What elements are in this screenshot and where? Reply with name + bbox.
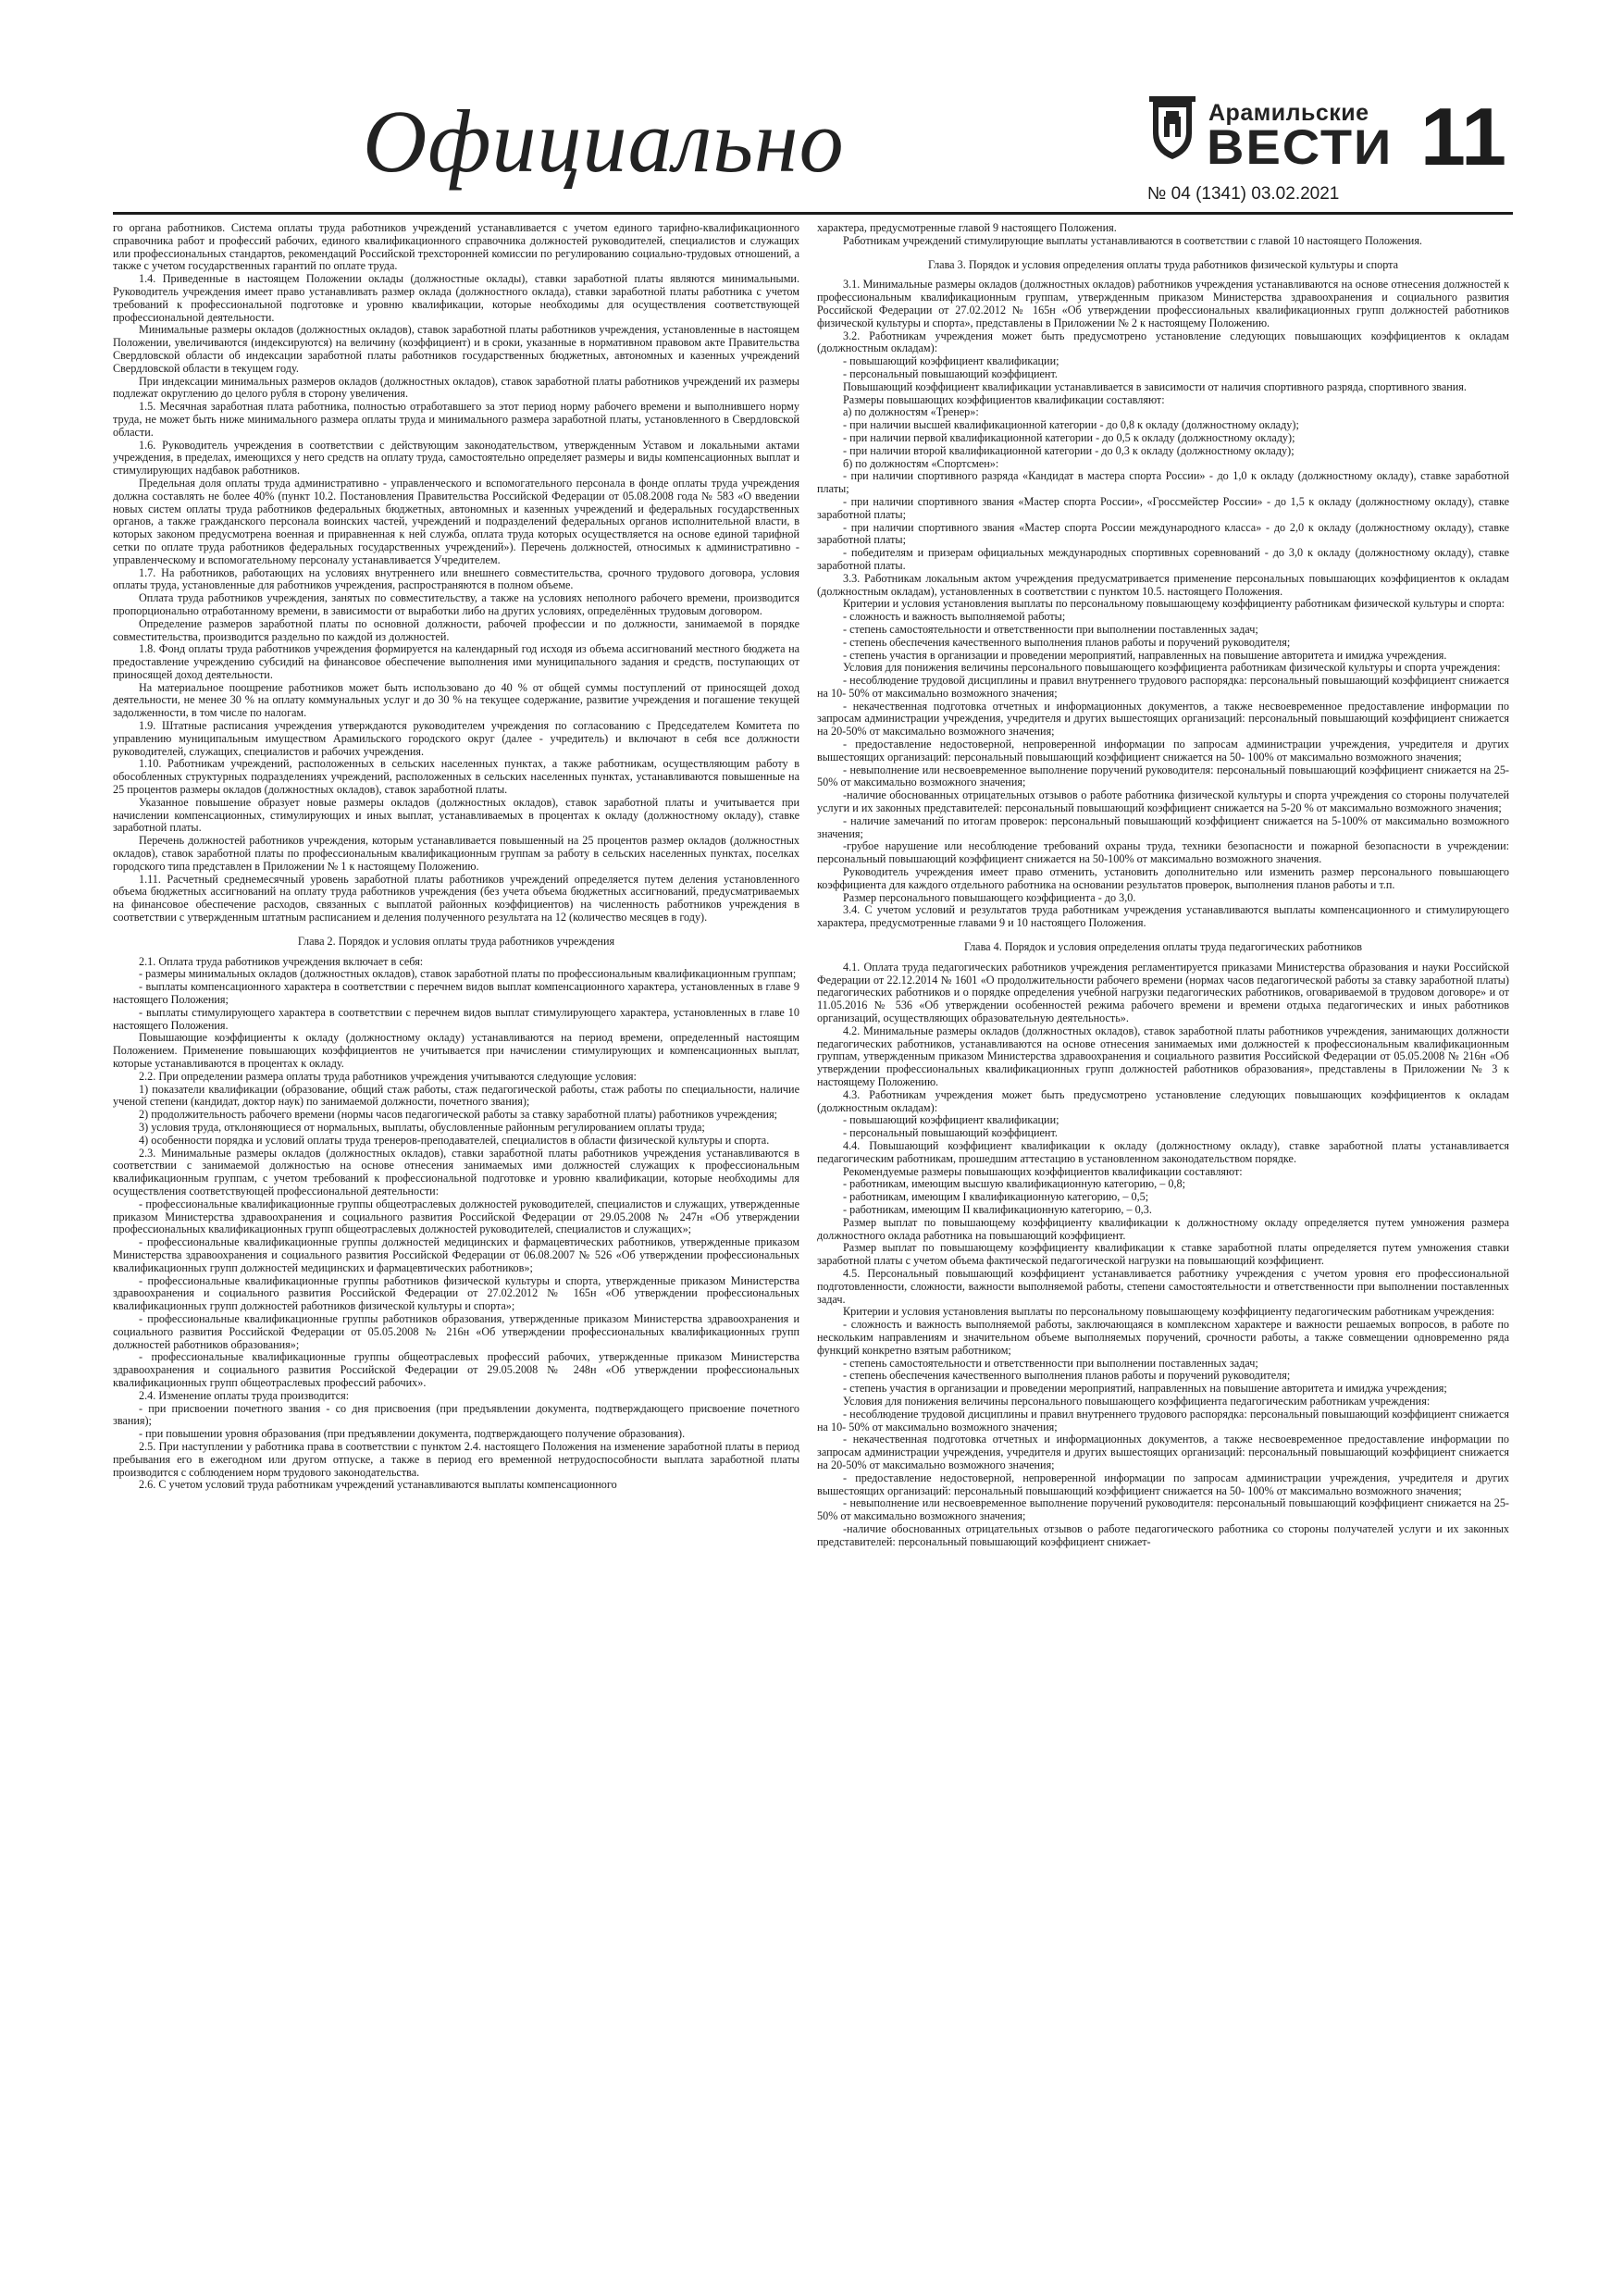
paragraph: -наличие обоснованных отрицательных отзывов о работе работника физической культуры и спорта учреждения со стороны получателей услуги и их законных представителей: персональный повышающий коэффициент снижается на 5-20 % от максимально возможного значения; [817, 788, 1509, 815]
paragraph: - невыполнение или несвоевременное выполнение поручений руководителя: персональный повышающий коэффициент снижается на 25-50% от максимально возможного значения; [817, 763, 1509, 789]
paragraph: - сложность и важность выполняемой работы; [843, 610, 1066, 624]
paragraph: - профессиональные квалификационные группы общеотраслевых должностей руководителей, специалистов и служащих, утвержденные приказом Министерства здравоохранения и социального развития Российской Федерации от 29.05.2008 № 247н «Об утверждении профессиональных квалификационных групп общеотраслевых должностей руководителей, специалистов и служащих»; [113, 1197, 799, 1236]
paragraph: б) по должностям «Спортсмен»: [843, 456, 999, 470]
paragraph: - при наличии второй квалификационной категории - до 0,3 к окладу (должностному окладу); [843, 443, 1295, 457]
paragraph: Размер персонального повышающего коэффициента - до 3,0. [843, 890, 1136, 904]
newspaper-logo [1146, 83, 1394, 185]
paragraph: го органа работников. Система оплаты труда работников учреждений устанавливается с учетом единого тарифно-квалификационного справочника работ и профессий рабочих, единого квалификационного справочника должностей руководителей, специалистов и служащих или профессиональных стандартов, рекомендаций Российской трехсторонней комиссии по регулированию социально-трудовых отношений, а также с учетом государственных гарантий по оплате труда. [113, 222, 799, 273]
paragraph: - при наличии высшей квалификационной категории - до 0,8 к окладу (должностному окладу); [843, 418, 1299, 432]
paragraph: -грубое нарушение или несоблюдение требований охраны труда, техники безопасности и пожарной безопасности в учреждении: персональный повышающий коэффициент снижается на 50-100% от максимально возможного значения. [817, 839, 1509, 866]
paragraph: 4.5. Персональный повышающий коэффициент устанавливается работнику учреждения с учетом уровня его профессиональной подготовленности, сложности, важности выполняемой работы, степени самостоятельности и ответственности при выполнении поставленных задач. [817, 1266, 1509, 1306]
paragraph: - степень обеспечения качественного выполнения планов работы и поручений руководителя; [843, 1369, 1291, 1383]
right-column [817, 222, 1509, 2286]
paragraph: 3.2. Работникам учреждения может быть предусмотрено установление следующих повышающих коэффициентов к окладам (должностным окладам): [817, 329, 1509, 355]
paragraph: 1.6. Руководитель учреждения в соответствии с действующим законодательством, утвержденным Уставом и локальными актами учреждения, в пределах, имеющихся у него средств на оплату труда, самостоятельно определяет размеры и виды компенсационных выплат и стимулирующих надбавок работников. [113, 438, 799, 478]
paragraph: - профессиональные квалификационные группы общеотраслевых профессий рабочих, утвержденные приказом Министерства здравоохранения и социального развития Российской Федерации от 29.05.2008 № 248н «Об утверждении профессиональных квалификационных групп общеотраслевых профессий рабочих». [113, 1350, 799, 1389]
paragraph: 2.1. Оплата труда работников учреждения включает в себя: [139, 954, 424, 968]
paragraph: - степень самостоятельности и ответственности при выполнении поставленных задач; [843, 1356, 1258, 1370]
paragraph: - наличие замечаний по итогам проверок: персональный повышающий коэффициент снижается на 5-100% от максимально возможного значения; [817, 813, 1509, 840]
paragraph: 2.6. С учетом условий труда работникам учреждений устанавливаются выплаты компенсационного [139, 1478, 617, 1492]
paragraph: - повышающий коэффициент квалификации; [843, 354, 1059, 368]
paragraph: - работникам, имеющим высшую квалификационную категорию, – 0,8; [843, 1177, 1186, 1191]
left-column [113, 222, 799, 2286]
paragraph: - предоставление недостоверной, непроверенной информации по запросам администрации учреждения, учредителя и других вышестоящих организаций: персональный повышающий коэффициент снижается на 50- 100% от максимально возможного значения; [817, 1471, 1509, 1497]
paragraph: 2.4. Изменение оплаты труда производится: [139, 1388, 350, 1402]
masthead [0, 0, 1623, 222]
paragraph: 2.3. Минимальные размеры окладов (должностных окладов), ставки заработной платы работников учреждения устанавливаются в соответствии с занимаемой должностью на основе отнесения занимаемых ими должностей служащих к профессиональным квалификационным группам, с учетом требований к профессиональной подготовке и уровню квалификации, которые необходимы для осуществления соответствующей профессиональной деятельности: [113, 1146, 799, 1198]
paragraph: 1.10. Работникам учреждений, расположенных в сельских населенных пунктах, а также работникам, осуществляющим работу в обособленных структурных подразделениях учреждений, расположенных в сельских населенных пунктах, устанавливаются повышенные на 25 процентов размеры окладов (должностных окладов), ставок заработной платы. [113, 757, 799, 797]
coat-of-arms-icon [1146, 96, 1199, 161]
paragraph: Определение размеров заработной платы по основной должности, рабочей профессии и по должности, занимаемой в порядке совместительства, производится раздельно по каждой из должностей. [113, 616, 799, 643]
paragraph: - при повышении уровня образования (при предъявлении документа, подтверждающего получение образования). [139, 1427, 686, 1441]
paragraph: - повышающий коэффициент квалификации; [843, 1113, 1059, 1127]
paragraph: Критерии и условия установления выплаты по персональному повышающему коэффициенту педагогическим работникам учреждения: [843, 1305, 1495, 1319]
paragraph: - степень обеспечения качественного выполнения планов работы и поручений руководителя; [843, 635, 1291, 649]
chapter-heading: Глава 4. Порядок и условия определения оплаты труда педагогических работников [963, 940, 1363, 954]
chapter-heading: Глава 3. Порядок и условия определения оплаты труда работников физической культуры и спорта [927, 257, 1399, 271]
paragraph: - степень участия в организации и проведении мероприятий, направленных на повышение авторитета и имиджа учреждения. [843, 648, 1447, 662]
chapter-heading: Глава 2. Порядок и условия оплаты труда работников учреждения [297, 934, 615, 948]
issue-number-date: № 04 (1341) 03.02.2021 [1147, 184, 1340, 204]
paragraph: Указанное повышение образует новые размеры окладов (должностных окладов), ставок заработной платы и учитывается при начислении компенсационных, стимулирующих и иных выплат, устанавливаемых в процентах к окладу (должностному окладу), ставке заработной платы. [113, 795, 799, 835]
paragraph: 3.1. Минимальные размеры окладов (должностных окладов) работников учреждения устанавливаются на основе отнесения должностей к профессиональным квалификационным группам, утвержденным приказом Министерства здравоохранения и социального развития Российской Федерации от 27.02.2012 № 165н «Об утверждении профессиональных квалификационных групп должностей работников физической культуры и спорта», представлены в Приложении № 2 к настоящему Положению. [817, 278, 1509, 329]
paragraph: 1) показатели квалификации (образование, общий стаж работы, стаж педагогической работы, стаж работы по специальности, наличие ученой степени (кандидат, доктор наук) по занимаемой должности, почетного звания); [113, 1082, 799, 1109]
paragraph: Критерии и условия установления выплаты по персональному повышающему коэффициенту работникам физической культуры и спорта: [843, 597, 1505, 611]
paragraph: - некачественная подготовка отчетных и информационных документов, а также несвоевременное предоставление информации по запросам администрации учреждения, учредителя и других вышестоящих организаций: персональный повышающий коэффициент снижается на 20-50% от максимально возможного значения; [817, 1433, 1509, 1471]
paragraph: 1.8. Фонд оплаты труда работников учреждения формируется на календарный год исходя из объема ассигнований местного бюджета на предоставление учреждению субсидий на финансовое обеспечение выполнения ими муниципального задания и средств, поступающих от приносящей доход деятельности. [113, 642, 799, 681]
paragraph: 4) особенности порядка и условий оплаты труда тренеров-преподавателей, специалистов в области физической культуры и спорта. [139, 1133, 770, 1147]
paragraph: - профессиональные квалификационные группы должностей медицинских и фармацевтических работников, утвержденные приказом Министерства здравоохранения и социального развития Российской Федерации от 06.08.2007 № 526 «Об утверждении профессиональных квалификационных групп должностей медицинских и фармацевтических работников»; [113, 1235, 799, 1274]
paragraph: - выплаты компенсационного характера в соответствии с перечнем видов выплат компенсационного характера, установленных в главе 9 настоящего Положения; [113, 980, 799, 1007]
paragraph: При индексации минимальных размеров окладов (должностных окладов), ставок заработной платы работников учреждений их размеры подлежат округлению до целого рубля в сторону увеличения. [113, 374, 799, 401]
paragraph: - степень участия в организации и проведении мероприятий, направленных на повышение авторитета и имиджа учреждения; [843, 1382, 1447, 1396]
paragraph: Размер выплат по повышающему коэффициенту квалификации к должностному окладу определяется путем умножения размера должностного оклада работника на повышающий коэффициент. [817, 1215, 1509, 1242]
paragraph: 2.5. При наступлении у работника права в соответствии с пунктом 2.4. настоящего Положения на изменение заработной платы в период пребывания его в ежегодном или другом отпуске, а также в период его временной нетрудоспособности выплата заработной платы производится с соблюдением норм трудового законодательства. [113, 1439, 799, 1479]
paragraph: - несоблюдение трудовой дисциплины и правил внутреннего трудового распорядка: персональный повышающий коэффициент снижается на 10- 50% от максимально возможного значения; [817, 674, 1509, 700]
paragraph: - размеры минимальных окладов (должностных окладов), ставок заработной платы по профессиональным квалификационным группам; [139, 967, 797, 981]
paragraph: - персональный повышающий коэффициент. [843, 366, 1058, 380]
paragraph: - предоставление недостоверной, непроверенной информации по запросам администрации учреждения, учредителя и других вышестоящих организаций: персональный повышающий коэффициент снижается на 50- 100% от максимально возможного значения; [817, 738, 1509, 763]
page-number: 11 [1420, 91, 1507, 182]
paragraph: характера, предусмотренные главой 9 настоящего Положения. [817, 222, 1117, 234]
paragraph: - при присвоении почетного звания - со дня присвоения (при предъявлении документа, подтверждающего присвоение почетного звания); [113, 1401, 799, 1428]
paragraph: Перечень должностей работников учреждения, которым устанавливается повышенный на 25 процентов размер окладов (должностных окладов), ставок заработной платы по профессиональным квалификационным группам за работу в сельских населенных пунктах, поселках городского типа представлен в Приложении № 1 к настоящему Положению. [113, 834, 799, 873]
paragraph: 3.3. Работникам локальным актом учреждения предусматривается применение персональных повышающих коэффициентов к окладам (должностным окладам), установленных в соответствии с пунктом 10.5. настоящего Положения. [817, 571, 1509, 598]
paragraph: - при наличии спортивного звания «Мастер спорта России», «Гроссмейстер России» - до 1,5 к окладу (должностному окладу), ставке заработной платы; [817, 494, 1509, 521]
paragraph: 1.7. На работников, работающих на условиях внутреннего или внешнего совместительства, срочного трудового договора, условия оплаты труда, установленные для работников учреждения, распространяются в полном объеме. [113, 565, 799, 592]
paragraph: - при наличии спортивного разряда «Кандидат в мастера спорта России» - до 1,0 к окладу (должностному окладу), ставке заработной платы; [817, 469, 1509, 496]
paragraph: Повышающие коэффициенты к окладу (должностному окладу) устанавливаются на период времени, определенный настоящим Положением. Применение повышающих коэффициентов не учитывается при начислении стимулирующих и компенсационных выплат, которые устанавливаются в процентах к окладу. [113, 1031, 799, 1070]
paragraph: - степень самостоятельности и ответственности при выполнении поставленных задач; [843, 622, 1258, 636]
paragraph: 4.3. Работникам учреждения может быть предусмотрено установление следующих повышающих коэффициентов к окладам (должностным окладам): [817, 1087, 1509, 1114]
paragraph: - невыполнение или несвоевременное выполнение поручений руководителя: персональный повышающий коэффициент снижается на 25-50% от максимально возможного значения; [817, 1496, 1509, 1523]
paragraph: - победителям и призерам официальных международных спортивных соревнований - до 3,0 к окладу (должностному окладу), ставке заработной платы. [817, 546, 1509, 572]
paragraph: а) по должностям «Тренер»: [843, 405, 979, 419]
paragraph: - сложность и важность выполняемой работы, заключающаяся в комплексном характере и важности решаемых вопросов, в работе по нескольким направлениям и значительном объеме выполняемых поручений, срочности работы, а также совмещении одновременно ряда функций конкретно взятым работником; [817, 1318, 1509, 1357]
paragraph: Условия для понижения величины персонального повышающего коэффициента работникам физической культуры и спорта учреждения: [843, 661, 1501, 675]
paragraph: - профессиональные квалификационные группы работников образования, утвержденные приказом Министерства здравоохранения и социального развития Российской Федерации от 05.05.2008 № 216н «Об утверждении профессиональных квалификационных групп должностей работников образования»; [113, 1311, 799, 1351]
paragraph: - несоблюдение трудовой дисциплины и правил внутреннего трудового распорядка: персональный повышающий коэффициент снижается на 10- 50% от максимально возможного значения; [817, 1407, 1509, 1433]
paragraph: 3.4. С учетом условий и результатов труда работникам учреждения устанавливаются выплаты компенсационного и стимулирующего характера, предусмотренные главами 9 и 10 настоящего Положения. [817, 903, 1509, 930]
paragraph: - персональный повышающий коэффициент. [843, 1126, 1058, 1140]
paragraph: Размеры повышающих коэффициентов квалификации составляют: [843, 392, 1165, 406]
paragraph: 1.5. Месячная заработная плата работника, полностью отработавшего за этот период норму рабочего времени и выполнившего норму труда, не может быть ниже минимального размера оплаты труда и минимального размера заработной платы, установленного в Свердловской области. [113, 400, 799, 439]
logo-city-text: Арамильские [1208, 100, 1369, 126]
paragraph: - профессиональные квалификационные группы работников физической культуры и спорта, утвержденные приказом Министерства здравоохранения и социального развития Российской Федерации от 27.02.2012 № 165н «Об утверждении профессиональных квалификационных групп должностей работников физической культуры и спорта»; [113, 1273, 799, 1313]
header-rule [113, 212, 1513, 215]
paragraph: - работникам, имеющим II квалификационную категорию, – 0,3. [843, 1202, 1152, 1216]
paragraph: 2) продолжительность рабочего времени (нормы часов педагогической работы за ставку заработной платы) работников учреждения; [139, 1108, 778, 1122]
paragraph: Работникам учреждений стимулирующие выплаты устанавливаются в соответствии с главой 10 настоящего Положения. [843, 233, 1422, 247]
logo-name-text: ВЕСТИ [1207, 118, 1394, 175]
paragraph: Рекомендуемые размеры повышающих коэффициентов квалификации составляют: [843, 1164, 1243, 1178]
paragraph: -наличие обоснованных отрицательных отзывов о работе педагогического работника со стороны получателей услуги и их законных представителей: персональный повышающий коэффициент снижает- [817, 1521, 1509, 1548]
paragraph: 1.11. Расчетный среднемесячный уровень заработной платы работников учреждений определяется путем деления установленного объема бюджетных ассигнований на оплату труда работников учреждения (без учета объема бюджетных ассигнований, предусматриваемых на финансовое обеспечение расходов, связанных с выплатой районных коэффициентов) на численность работников учреждения в соответствии с утвержденным штатным расписанием и деления полученного результата на 12 (количество месяцев в году). [113, 872, 799, 925]
paragraph: - работникам, имеющим I квалификационную категорию, – 0,5; [843, 1190, 1149, 1204]
paragraph: Условия для понижения величины персонального повышающего коэффициента педагогическим работникам учреждения: [843, 1394, 1431, 1408]
paragraph: 3) условия труда, отклоняющиеся от нормальных, выплаты, обусловленные районным регулированием оплаты труда; [139, 1120, 705, 1134]
paragraph: 4.4. Повышающий коэффициент квалификации к окладу (должностному окладу), ставке заработной платы устанавливается педагогическим работникам, прошедшим аттестацию в установленном законодательством порядке. [817, 1138, 1509, 1165]
paragraph: Повышающий коэффициент квалификации устанавливается в зависимости от наличия спортивного разряда, спортивного звания. [843, 379, 1467, 393]
paragraph: Оплата труда работников учреждения, занятых по совместительству, а также на условиях неполного рабочего времени, производится пропорционально отработанному времени, в зависимости от выработки либо на других условиях, определённых трудовым договором. [113, 591, 799, 617]
paragraph: Руководитель учреждения имеет право отменить, установить дополнительно или изменить размер персонального повышающего коэффициента для каждого отдельного работника на основании результатов проверок, выполнения планов работы и т.п. [817, 865, 1509, 891]
paragraph: - выплаты стимулирующего характера в соответствии с перечнем видов выплат стимулирующего характера, установленных в главе 10 настоящего Положения. [113, 1005, 799, 1032]
paragraph: 1.9. Штатные расписания учреждения утверждаются руководителем учреждения по согласованию с Председателем Комитета по управлению муниципальным имуществом Арамильского городского округ (далее - учредитель) и включают в себя все должности руководителей, служащих, специалистов и рабочих учреждения. [113, 719, 799, 758]
paragraph: 1.4. Приведенные в настоящем Положении оклады (должностные оклады), ставки заработной платы являются минимальными. Руководитель учреждения имеет право устанавливать размер оклада (должностного оклада), ставки заработной платы работника с учетом требований к профессиональной подготовке и уровню квалификации, которые необходимы для осуществления соответствующей профессиональной деятельности. [113, 272, 799, 324]
paragraph: - при наличии спортивного звания «Мастер спорта России международного класса» - до 2,0 к окладу (должностному окладу), ставке заработной платы; [817, 520, 1509, 547]
paragraph: 2.2. При определении размера оплаты труда работников учреждения учитываются следующие условия: [139, 1069, 637, 1083]
paragraph: - при наличии первой квалификационной категории - до 0,5 к окладу (должностному окладу); [843, 430, 1295, 444]
paragraph: На материальное поощрение работников может быть использовано до 40 % от общей суммы поступлений от приносящей доход деятельности, не менее 30 % на оплату коммунальных услуг и до 30 % на текущее содержание, развитие учреждения и погашение текущей задолженности, в том числе по налогам. [113, 680, 799, 720]
paragraph: - некачественная подготовка отчетных и информационных документов, а также несвоевременное предоставление информации по запросам администрации учреждения, учредителя и других вышестоящих организаций: персональный повышающий коэффициент снижается на 20-50% от максимально возможного значения; [817, 699, 1509, 738]
paragraph: 4.2. Минимальные размеры окладов (должностных окладов), ставок заработной платы работников учреждения, занимающих должности педагогических работников, устанавливаются на основе отнесения занимаемых ими должностей к профессиональным квалификационным группам, утвержденным приказом Министерства здравоохранения и социального развития Российской Федерации от 05.05.2008 № 216н «Об утверждении профессиональных квалификационных групп должностей работников образования», представлены в Приложении № 3 к настоящему Положению. [817, 1024, 1509, 1088]
section-title: Официально [363, 92, 845, 191]
paragraph: Предельная доля оплаты труда административно - управленческого и вспомогательного персонала в фонде оплаты труда учреждения должна составлять не более 40% (пункт 10.2. Постановления Правительства Российской Федерации от 05.08.2008 года № 583 «О введении новых систем оплаты труда работников федеральных бюджетных, автономных и казенных учреждений и федеральных государственных органов, а также гражданского персонала воинских частей, учреждений и подразделений федеральных органов исполнительной власти, в которых законом предусмотрена военная и приравненная к ней служба, оплата труда которых осуществляется на основе единой тарифной сетки по оплате труда работников федеральных государственных учреждений»). Перечень должностей, относимых к административно - управленческому и вспомогательному персоналу устанавливается Учредителем. [113, 476, 799, 566]
paragraph: 4.1. Оплата труда педагогических работников учреждения регламентируется приказами Министерства образования и науки Российской Федерации от 22.12.2014 № 1601 «О продолжительности рабочего времени (нормах часов педагогической работы за ставку заработной платы) педагогических работников и о порядке определения учебной нагрузки педагогических работников, оговариваемой в трудовом договоре» и от 11.05.2016 № 536 «Об утверждении особенностей режима рабочего времени и времени отдыха педагогических и иных работников организаций, осуществляющих образовательную деятельность». [817, 960, 1509, 1025]
paragraph: Размер выплат по повышающему коэффициенту квалификации к ставке заработной платы определяется путем умножения ставки заработной платы с учетом объема фактической педагогической нагрузки на повышающий коэффициент. [817, 1241, 1509, 1268]
paragraph: Минимальные размеры окладов (должностных окладов), ставок заработной платы работников учреждения, установленные в настоящем Положении, увеличиваются (индексируются) на величину (коэффициент) и в сроки, указанные в нормативном правовом акте Правительства Свердловской области об индексации заработной платы работников государственных бюджетных, автономных и казенных учреждений Свердловской области в текущем году. [113, 323, 799, 375]
